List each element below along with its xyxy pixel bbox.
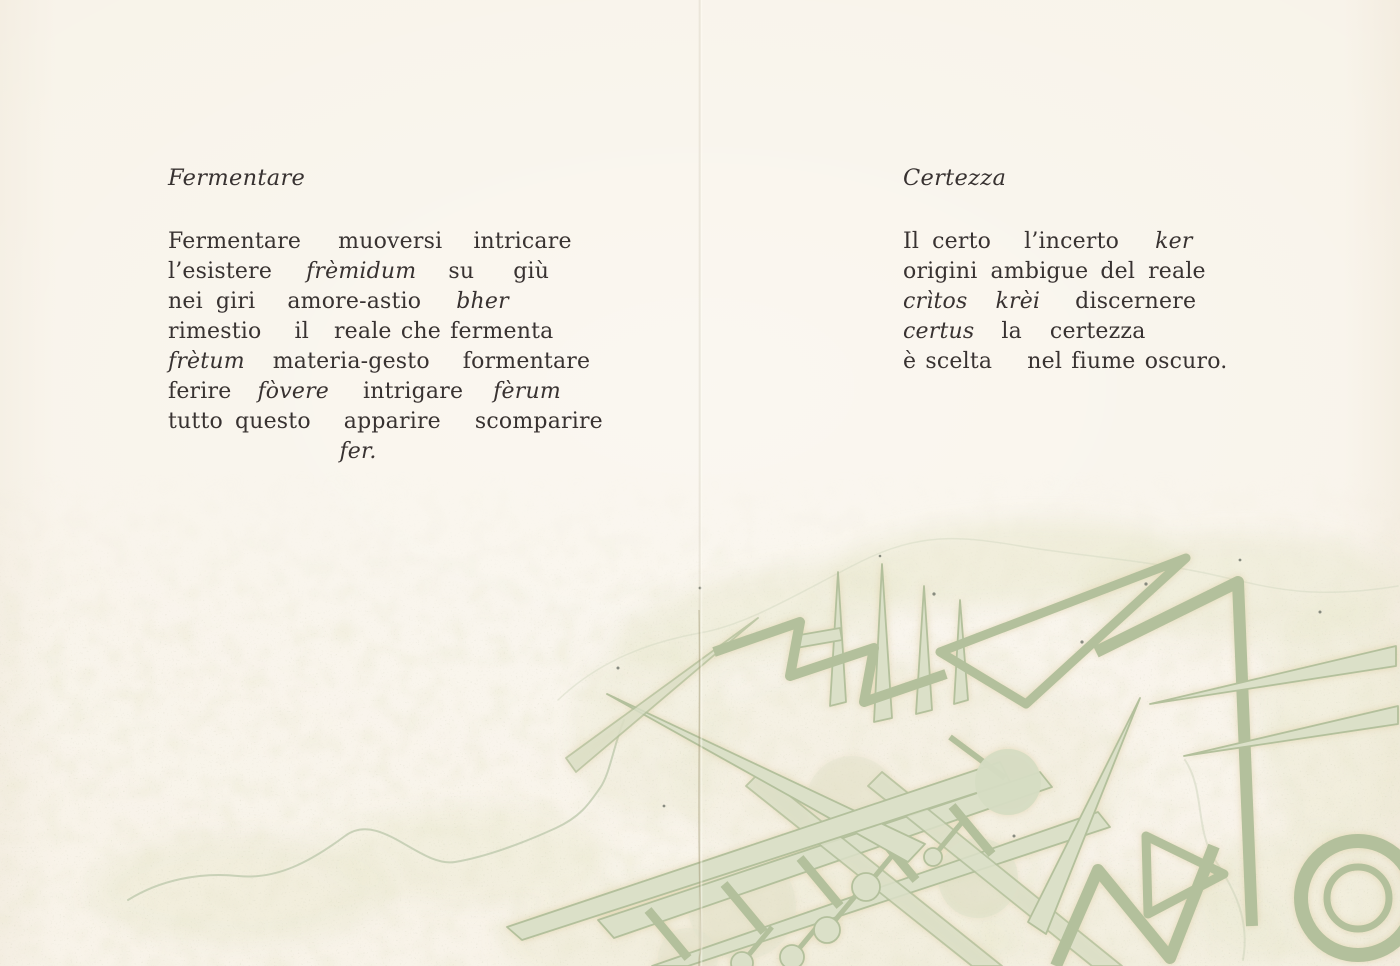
- poem-line: [168, 227, 572, 257]
- poem-word: è scelta: [903, 349, 993, 374]
- poem-line: [168, 347, 591, 377]
- poem-line: [168, 437, 548, 467]
- poem-word: su: [448, 259, 475, 284]
- poem-word: scomparire: [474, 409, 603, 434]
- poem-word: intricare: [473, 229, 572, 254]
- poem-word: l’esistere: [168, 259, 273, 284]
- poem-word: nel fiume oscuro.: [1027, 349, 1228, 374]
- poem-word: materia-gesto: [272, 349, 430, 374]
- poem-line: [903, 257, 1206, 287]
- poem-word: origini: [903, 259, 978, 284]
- poem-line: [168, 287, 548, 317]
- poem-word: Il: [903, 229, 920, 254]
- poem-word: crìtos: [903, 289, 968, 314]
- poem-word: ker: [1155, 229, 1193, 254]
- poem-word: il: [294, 319, 309, 344]
- poem-left: [168, 227, 603, 467]
- poem-word: intrigare: [363, 379, 464, 404]
- right-page-text: [903, 163, 1228, 377]
- poem-line: [903, 287, 1203, 317]
- poem-word: discernere: [1075, 289, 1197, 314]
- poem-right: [903, 227, 1228, 377]
- poem-title-left: Fermentare: [168, 165, 306, 191]
- poem-word: frèmidum: [306, 259, 417, 284]
- left-page-text: [168, 163, 603, 467]
- poem-line: [168, 377, 561, 407]
- poem-word: bher: [456, 289, 509, 314]
- poem-word: formentare: [462, 349, 591, 374]
- poem-word: Fermentare: [168, 229, 302, 254]
- poem-word: ferire: [168, 379, 232, 404]
- poem-word: fèrum: [493, 379, 561, 404]
- poem-word: la: [1001, 319, 1022, 344]
- poem-word: ambigue: [990, 259, 1089, 284]
- poem-word: certezza: [1049, 319, 1146, 344]
- poem-word: frètum: [168, 349, 245, 374]
- poem-word: certus: [903, 319, 975, 344]
- poem-title-right: Certezza: [903, 165, 1007, 191]
- poem-word: reale: [1148, 259, 1206, 284]
- poem-line: [168, 407, 603, 437]
- poem-word: tutto: [168, 409, 223, 434]
- poem-word: del: [1100, 259, 1136, 284]
- poem-line: [168, 257, 548, 287]
- poem-word: rimestio: [168, 319, 262, 344]
- poem-word: fer.: [339, 439, 377, 464]
- poem-line: [903, 227, 1203, 257]
- poem-word: apparire: [343, 409, 441, 434]
- poem-word: questo: [234, 409, 311, 434]
- poem-word: certo: [932, 229, 992, 254]
- poem-word: nei: [168, 289, 203, 314]
- poem-word: amore-astio: [287, 289, 422, 314]
- poem-line: [903, 347, 1228, 377]
- poem-word: krèi: [995, 289, 1041, 314]
- poem-word: l’incerto: [1024, 229, 1120, 254]
- poem-word: reale che fermenta: [333, 319, 554, 344]
- poem-line: [168, 317, 554, 347]
- filled-circle: [975, 749, 1041, 815]
- poem-line: [903, 317, 1203, 347]
- poem-word: giri: [215, 289, 256, 314]
- poem-word: giù: [513, 259, 550, 284]
- poem-word: fòvere: [257, 379, 330, 404]
- poem-word: muoversi: [338, 229, 443, 254]
